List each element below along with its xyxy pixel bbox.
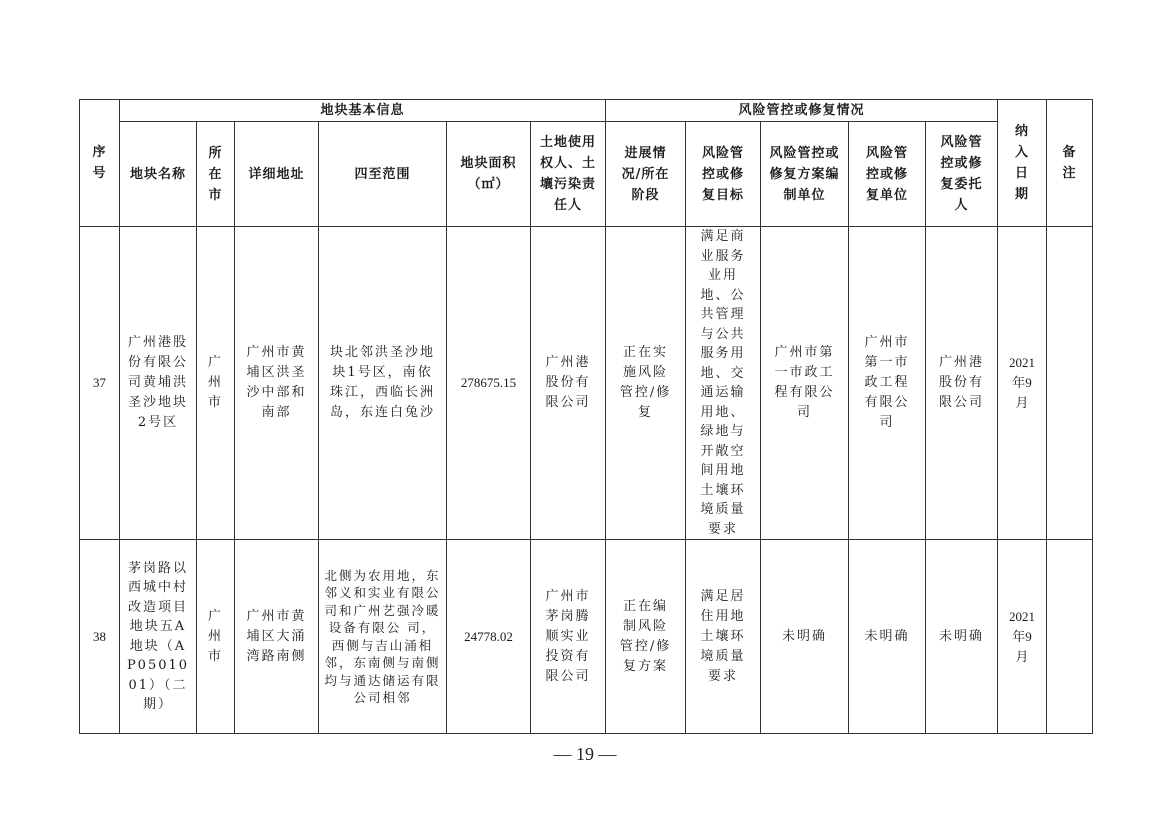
page-number: — 19 — [553, 744, 617, 764]
contaminated-land-table [79, 99, 1093, 734]
header-exec-unit: 风险管控或修复单位 [849, 122, 926, 227]
cell-client: 未明确 [926, 540, 998, 734]
table-row [80, 540, 1093, 734]
header-plan-unit: 风险管控或修复方案编制单位 [761, 122, 849, 227]
cell-exec-unit: 未明确 [849, 540, 926, 734]
header-progress: 进展情况/所在阶段 [606, 122, 686, 227]
header-owner: 土地使用权人、土壤污染责任人 [531, 122, 606, 227]
header-city: 所在市 [197, 122, 235, 227]
header-address: 详细地址 [235, 122, 319, 227]
cell-address: 广州市黄埔区大涌湾路南侧 [235, 540, 319, 734]
cell-remark [1047, 540, 1093, 734]
header-name: 地块名称 [120, 122, 197, 227]
cell-target: 满足商业服务业用地、公共管理与公共服务用地、交通运输用地、绿地与开敞空间用地土壤环境质量要求 [686, 227, 761, 540]
cell-target: 满足居住用地土壤环境质量要求 [686, 540, 761, 734]
cell-progress: 正在编制风险管控/修复方案 [606, 540, 686, 734]
cell-area: 278675.15 [447, 227, 531, 540]
cell-city: 广州市 [197, 227, 235, 540]
header-target: 风险管控或修复目标 [686, 122, 761, 227]
cell-client: 广州港股份有限公司 [926, 227, 998, 540]
header-date: 纳入日期 [998, 100, 1047, 227]
cell-plan-unit: 未明确 [761, 540, 849, 734]
cell-name: 广州港股份有限公司黄埔洪圣沙地块2号区 [120, 227, 197, 540]
cell-date: 2021年9月 [998, 227, 1047, 540]
table-row [80, 227, 1093, 540]
cell-date: 2021年9月 [998, 540, 1047, 734]
cell-area: 24778.02 [447, 540, 531, 734]
header-risk-control: 风险管控或修复情况 [606, 100, 998, 122]
cell-remark [1047, 227, 1093, 540]
cell-seq: 37 [80, 227, 120, 540]
cell-owner: 广州市茅岗腾顺实业投资有限公司 [531, 540, 606, 734]
header-basic-info: 地块基本信息 [120, 100, 606, 122]
cell-address: 广州市黄埔区洪圣沙中部和南部 [235, 227, 319, 540]
header-client: 风险管控或修复委托人 [926, 122, 998, 227]
header-remark: 备注 [1047, 100, 1093, 227]
cell-name: 茅岗路以西城中村改造项目地块五A地块（AP0501001）（二期） [120, 540, 197, 734]
cell-progress: 正在实施风险管控/修复 [606, 227, 686, 540]
header-boundary: 四至范围 [319, 122, 447, 227]
cell-seq: 38 [80, 540, 120, 734]
cell-owner: 广州港股份有限公司 [531, 227, 606, 540]
header-area: 地块面积（㎡） [447, 122, 531, 227]
cell-city: 广州市 [197, 540, 235, 734]
cell-exec-unit: 广州市第一市政工程有限公司 [849, 227, 926, 540]
cell-boundary: 北侧为农用地，东邻义和实业有限公司和广州艺强冷暖设备有限公 司，西侧与吉山涌相邻，东南侧与南侧均与通达储运有限公司相邻 [319, 540, 447, 734]
cell-plan-unit: 广州市第一市政工程有限公司 [761, 227, 849, 540]
cell-boundary: 块北邻洪圣沙地块1号区，南依珠江，西临长洲岛，东连白兔沙 [319, 227, 447, 540]
header-seq: 序号 [80, 100, 120, 227]
